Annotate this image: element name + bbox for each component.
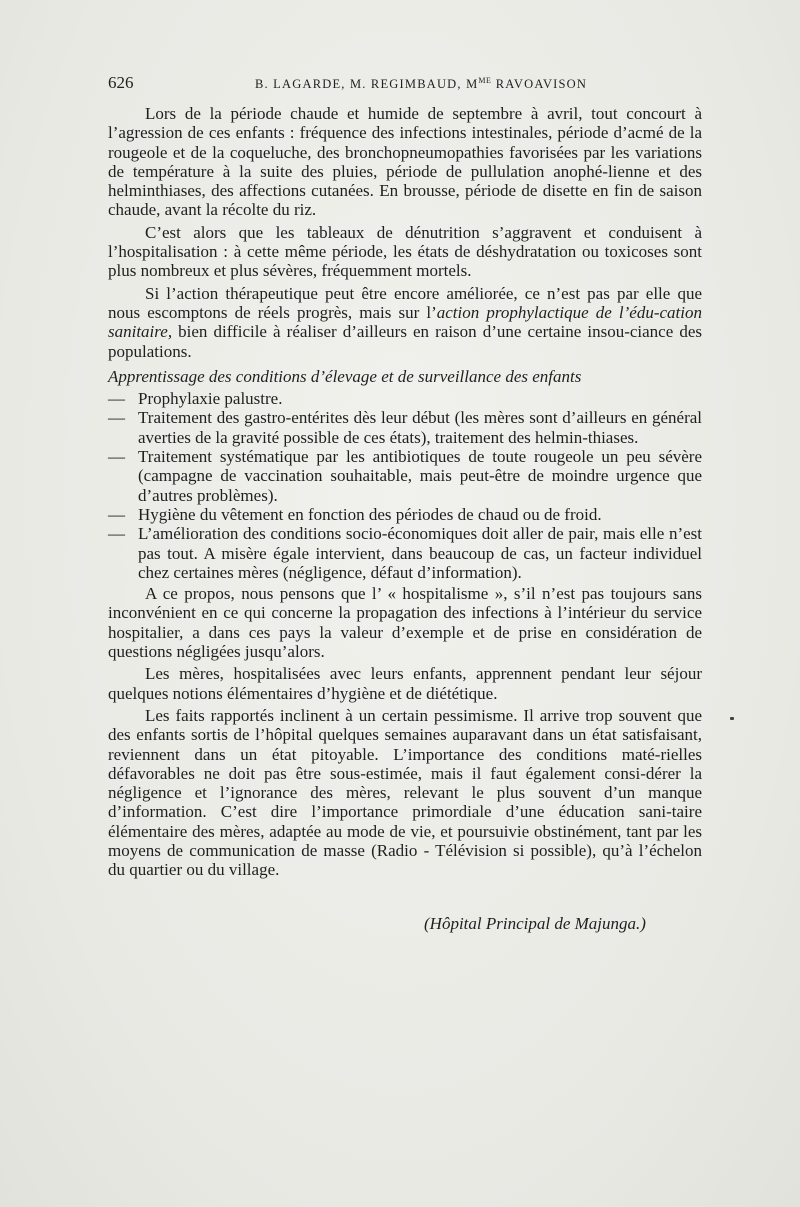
- paragraph: [108, 284, 702, 361]
- list-item-text: L’amélioration des conditions socio-économiques doit aller de pair, mais elle n’est pas tout. A misère égale intervient, dans beaucoup de cas, un facteur individuel chez certaines mères (négligence, défaut d’information).: [138, 524, 702, 582]
- list-item-text: Traitement systématique par les antibiotiques de toute rougeole un peu sévère (campagne de vaccination souhaitable, mais peut-être de moindre urgence que d’autres problèmes).: [138, 447, 702, 505]
- emphasis-text: action prophylactique de l’édu-cation sanitaire,: [108, 302, 702, 342]
- paragraph: Lors de la période chaude et humide de septembre à avril, tout concourt à l’agression de ces enfants : fréquence des infections intestinales, période d’acmé de la rougeole et de la coqueluche, des bronchopneumopathies favorisées par les variations de température à la suite des pluies, période de pullulation anophé-lienne et des helminthiases, des affections cutanées. En brousse, période de disette en fin de saison chaude, avant la récolte du riz.: [108, 104, 702, 220]
- list-item-text: Traitement des gastro-entérites dès leur début (les mères sont d’ailleurs en général averties de la gravité possible de ces états), traitement des helmin-thiases.: [138, 408, 702, 447]
- authors-text: B. LAGARDE, M. REGIMBAUD, M: [255, 77, 479, 92]
- list-item: [108, 447, 702, 505]
- paper-speck: [730, 717, 734, 720]
- paragraph-text: bien difficile à réaliser d’ailleurs en raison d’une certaine insou-ciance des populations.: [108, 322, 702, 361]
- section-heading: Apprentissage des conditions d’élevage et de surveillance des enfants: [108, 366, 582, 386]
- paragraph: Les faits rapportés inclinent à un certain pessimisme. Il arrive trop souvent que des enfants sortis de l’hôpital quelques semaines auparavant dans un état satisfaisant, reviennent dans un état pitoyable. L’importance des conditions maté-rielles défavorables ne doit pas être sous-estimée, mais il faut également consi-dérer la négligence et l’ignorance des mères, relevant le plus souvent d’un manque d’information. C’est dire l’importance primordiale d’une éducation sani-taire élémentaire des mères, adaptée au mode de vie, et poursuivie obstinément, tant par les moyens de communication de masse (Radio - Télévision si possible), qu’à l’échelon du quartier ou du village.: [108, 705, 702, 880]
- paragraph-text: Si l’action thérapeutique peut être encore améliorée, ce n’est pas par elle que nous escomptons de réels progrès, mais sur l’: [108, 283, 702, 322]
- list-item-text: Hygiène du vêtement en fonction des périodes de chaud ou de froid.: [138, 504, 602, 524]
- paragraph: C’est alors que les tableaux de dénutrition s’aggravent et conduisent à l’hospitalisation : à cette même période, les états de déshydratation ou toxicoses sont plus nombreux et plus sévères, fréquemment mortels.: [108, 222, 702, 281]
- list-item: [108, 505, 702, 524]
- dash-bullet: —: [108, 408, 125, 428]
- list-item-text: Prophylaxie palustre.: [138, 389, 283, 409]
- paragraph: A ce propos, nous pensons que l’ « hospitalisme », s’il n’est pas toujours sans inconvénient en ce qui concerne la propagation des infections à l’intérieur du service hospitalier, a dans ces pays la valeur d’exemple et de prise en considération de questions négligées jusqu’alors.: [108, 584, 702, 662]
- body-text: [108, 104, 702, 883]
- measures-list: [108, 389, 702, 582]
- running-head-authors: [255, 76, 587, 92]
- dash-bullet: —: [108, 524, 125, 544]
- paragraph: Les mères, hospitalisées avec leurs enfants, apprennent pendant leur séjour quelques notions élémentaires d’hygiène et de diététique.: [108, 664, 702, 703]
- list-item: [108, 524, 702, 582]
- page-header: [108, 73, 700, 95]
- list-item: [108, 389, 702, 408]
- dash-bullet: —: [108, 389, 125, 409]
- institution-signature: (Hôpital Principal de Majunga.): [424, 914, 646, 933]
- page-number: 626: [108, 73, 134, 92]
- authors-superscript: ME: [478, 76, 492, 85]
- dash-bullet: —: [108, 447, 125, 467]
- authors-tail: RAVOAVISON: [491, 77, 588, 92]
- list-item: [108, 408, 702, 447]
- dash-bullet: —: [108, 504, 125, 524]
